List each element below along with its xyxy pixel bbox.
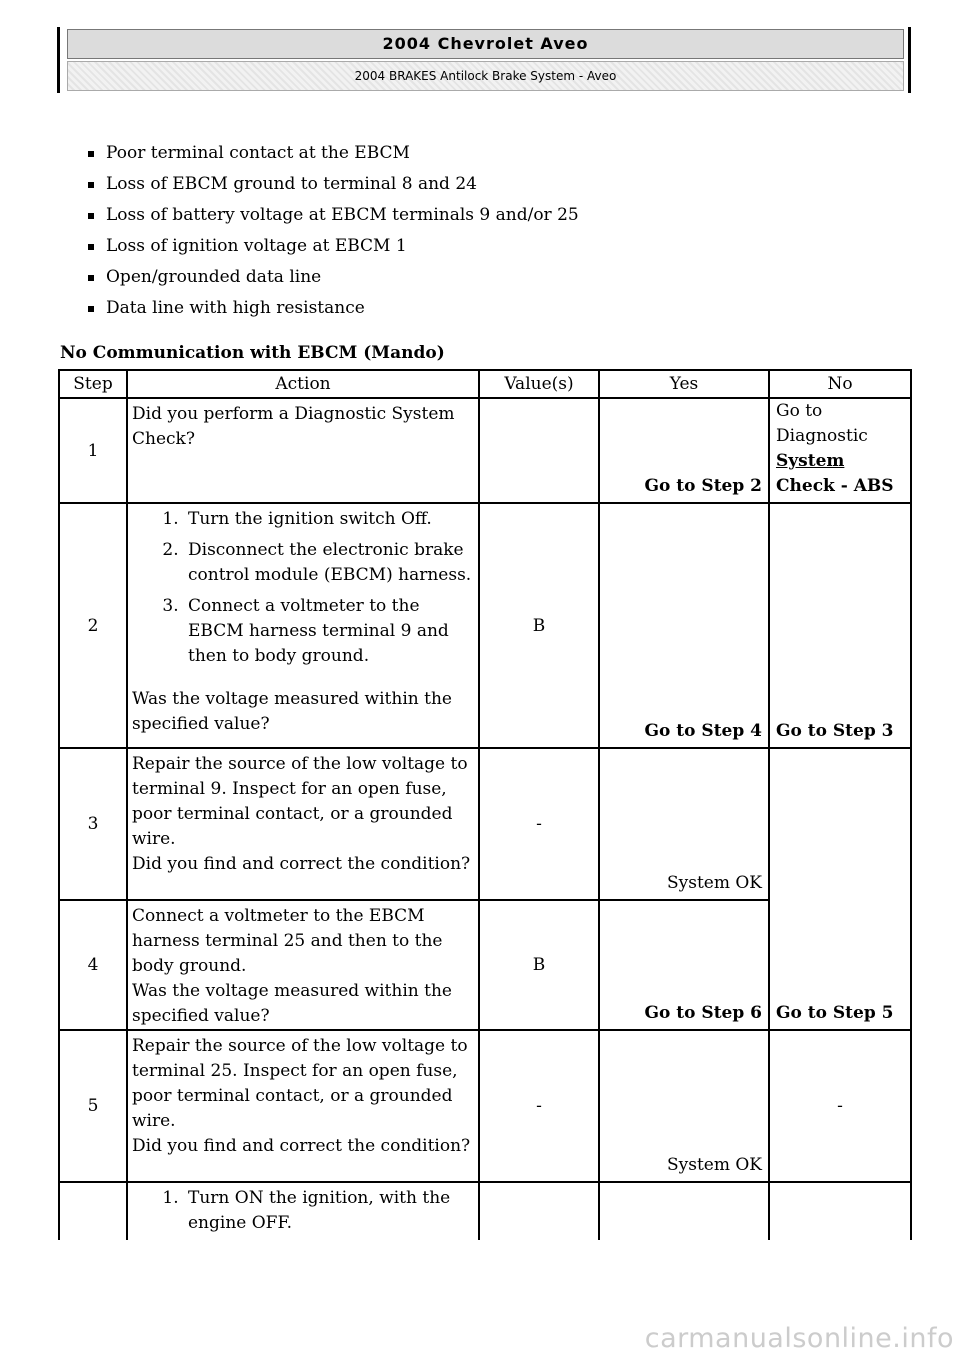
action-text: Repair the source of the low voltage to terminal 9. Inspect for an open fuse, poor terminal contact, or a grounded wire.	[132, 754, 468, 849]
action-question: Was the voltage measured within the specified value?	[132, 981, 452, 1026]
action-steps	[132, 507, 474, 669]
yes-link[interactable]: Go to Step 2	[599, 398, 769, 503]
table-header-row	[59, 370, 911, 398]
list-item: Open/grounded data line	[88, 265, 579, 296]
list-item: Poor terminal contact at the EBCM	[88, 141, 579, 172]
table-row	[59, 1030, 911, 1182]
value-cell: -	[479, 748, 599, 900]
no-cell	[769, 748, 911, 900]
table-row	[59, 503, 911, 748]
list-item: Data line with high resistance	[88, 296, 579, 327]
list-item: 1. Turn the ignition switch Off.	[184, 507, 474, 532]
bullet-icon	[88, 244, 94, 250]
no-text: Go to Diagnostic	[776, 401, 868, 446]
table-row	[59, 398, 911, 503]
header-no: No	[769, 370, 911, 398]
list-item: Loss of battery voltage at EBCM terminals 9 and/or 25	[88, 203, 579, 234]
no-text-suffix: Check - ABS	[776, 476, 894, 496]
cause-list	[88, 141, 579, 327]
list-item: Loss of EBCM ground to terminal 8 and 24	[88, 172, 579, 203]
action-cell	[127, 1030, 479, 1182]
list-item: 2. Disconnect the electronic brake control module (EBCM) harness.	[184, 538, 474, 588]
list-item: Loss of ignition voltage at EBCM 1	[88, 234, 579, 265]
document-title: 2004 Chevrolet Aveo	[67, 29, 904, 59]
bullet-icon	[88, 306, 94, 312]
watermark: carmanualsonline.info	[644, 1323, 954, 1354]
yes-text: System OK	[599, 1030, 769, 1182]
step-number: 1	[59, 398, 127, 503]
table-row	[59, 748, 911, 900]
action-cell	[127, 900, 479, 1030]
step-number: 2	[59, 503, 127, 748]
action-question: Was the voltage measured within the specified value?	[132, 689, 452, 734]
header-action: Action	[127, 370, 479, 398]
header-step: Step	[59, 370, 127, 398]
header-yes: Yes	[599, 370, 769, 398]
document-header	[57, 27, 911, 93]
header-values: Value(s)	[479, 370, 599, 398]
step-number: 3	[59, 748, 127, 900]
bullet-icon	[88, 151, 94, 157]
list-item: 3. Connect a voltmeter to the EBCM harness terminal 9 and then to body ground.	[184, 594, 474, 669]
no-text: -	[769, 1030, 911, 1182]
bullet-icon	[88, 275, 94, 281]
value-cell: B	[479, 503, 599, 748]
table-row	[59, 900, 911, 1030]
step-number: 5	[59, 1030, 127, 1182]
bullet-icon	[88, 182, 94, 188]
bullet-icon	[88, 213, 94, 219]
action-steps	[132, 1186, 474, 1236]
no-link[interactable]: Go to Step 5	[769, 900, 911, 1030]
diagnostic-system-check-link[interactable]: System	[776, 451, 845, 471]
no-link[interactable]: Go to Step 3	[769, 503, 911, 748]
action-text: Did you perform a Diagnostic System Check?	[127, 398, 479, 503]
page-bottom-area	[0, 1240, 960, 1358]
yes-text: System OK	[599, 748, 769, 900]
no-cell	[769, 398, 911, 503]
diagnostic-table	[58, 369, 912, 1273]
value-cell: -	[479, 1030, 599, 1182]
yes-link[interactable]: Go to Step 6	[599, 900, 769, 1030]
action-text: Connect a voltmeter to the EBCM harness terminal 25 and then to the body ground.	[132, 906, 443, 976]
action-question: Did you find and correct the condition?	[132, 1136, 471, 1156]
table-title: No Communication with EBCM (Mando)	[60, 343, 445, 363]
action-text: Repair the source of the low voltage to terminal 25. Inspect for an open fuse, poor terminal contact, or a grounded wire.	[132, 1036, 468, 1131]
action-cell	[127, 748, 479, 900]
document-subtitle: 2004 BRAKES Antilock Brake System - Aveo	[67, 61, 904, 91]
action-cell	[127, 503, 479, 748]
yes-link[interactable]: Go to Step 4	[599, 503, 769, 748]
value-cell	[479, 398, 599, 503]
list-item: 1. Turn ON the ignition, with the engine OFF.	[184, 1186, 474, 1236]
action-question: Did you find and correct the condition?	[132, 854, 471, 874]
value-cell: B	[479, 900, 599, 1030]
step-number: 4	[59, 900, 127, 1030]
